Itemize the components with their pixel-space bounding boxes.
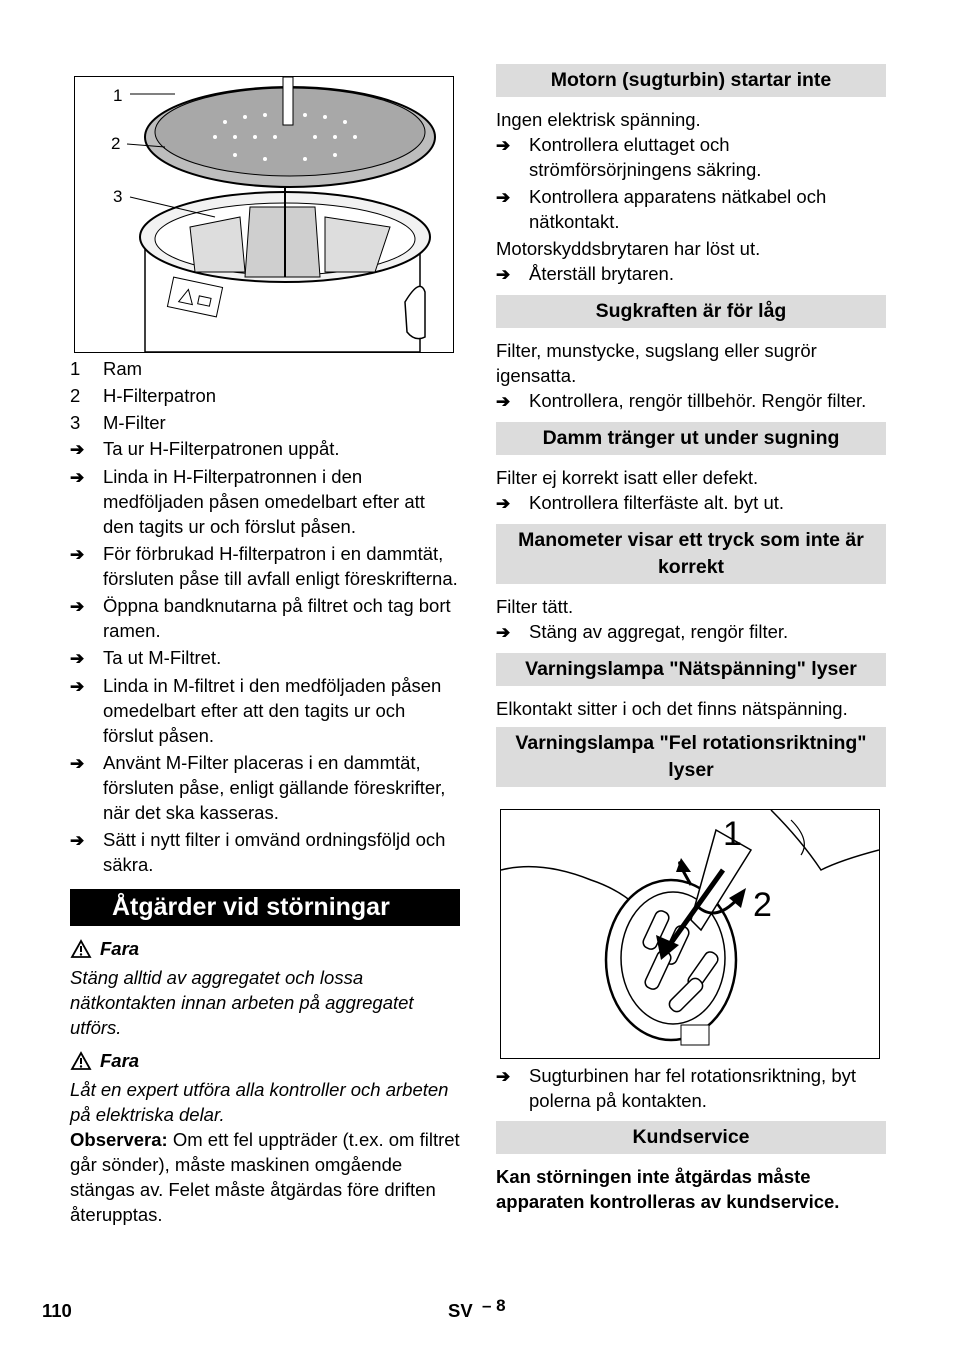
step-item: ➔ Använt M-Filter placeras i en dammtät, försluten påse, enligt gällande föreskrifter, när det ska kasseras. — [70, 752, 446, 823]
warning-heading: Fara — [70, 1048, 460, 1073]
cause-text: Elkontakt sitter i och det finns nätspänning. — [496, 698, 848, 719]
warning-triangle-icon — [70, 1051, 92, 1071]
footer-lang: SV — [448, 1300, 473, 1321]
cause-text: Motorskyddsbrytaren har löst ut. — [496, 238, 761, 259]
section-heading: Åtgärder vid störningar — [70, 889, 460, 926]
note-text: Om ett fel uppträder (t.ex. om filtret går sönder), måste maskinen omgående stängas av. Felet måste åtgärdas före driften återupptas. — [70, 1129, 460, 1225]
arrow-right-icon: ➔ — [496, 623, 511, 642]
plug-illustration — [501, 810, 879, 1058]
arrow-right-icon: ➔ — [496, 188, 511, 207]
step-list — [70, 436, 460, 877]
step-item: ➔ Ta ut M-Filtret. — [70, 645, 460, 671]
section-header: Damm tränger ut under sugning — [496, 422, 886, 455]
figure-label-1: 1 — [113, 86, 123, 105]
figure-label-1: 1 — [723, 815, 742, 853]
step-item: ➔ Kontrollera eluttaget och strömförsörjningens säkring. — [496, 134, 762, 180]
note-label: Observera: — [70, 1129, 168, 1150]
plug-figure — [500, 809, 880, 1059]
arrow-right-icon: ➔ — [70, 649, 85, 668]
step-item: ➔ Sätt i nytt filter i omvänd ordningsföljd och säkra. — [70, 829, 446, 875]
cause-text: Filter ej korrekt isatt eller defekt. — [496, 467, 759, 488]
section-header: Varningslampa "Fel rotationsriktning" lyser — [496, 727, 886, 787]
step-item: ➔ Linda in M-filtret i den medföljaden påsen omedelbart efter att den tagits ur och förslut påsen. — [70, 675, 442, 746]
warning-text: Låt en expert utföra alla kontroller och arbeten på elektriska delar. — [70, 1079, 449, 1125]
arrow-right-icon: ➔ — [70, 831, 85, 850]
section-header: Sugkraften är för låg — [496, 295, 886, 328]
cause-text: Filter tätt. — [496, 596, 574, 617]
filter-figure — [74, 76, 454, 353]
step-item: ➔ Öppna bandknutarna på filtret och tag bort ramen. — [70, 595, 451, 641]
note-paragraph — [70, 1127, 460, 1227]
warning-text: Stäng alltid av aggregatet och lossa nätkontakten innan arbeten på aggregatet utförs. — [70, 967, 414, 1038]
legend-item: 1 Ram — [70, 358, 143, 379]
section-header: Varningslampa "Nätspänning" lyser — [496, 653, 886, 686]
arrow-right-icon: ➔ — [70, 545, 85, 564]
arrow-right-icon: ➔ — [70, 468, 85, 487]
legend-item: 2 H-Filterpatron — [70, 385, 217, 406]
step-item: ➔ Kontrollera apparatens nätkabel och nätkontakt. — [496, 186, 827, 232]
step-item: ➔ För förbrukad H-filterpatron i en dammtät, försluten påse till avfall enligt föreskrifterna. — [70, 543, 458, 589]
step-item: ➔ Kontrollera filterfäste alt. byt ut. — [496, 490, 886, 516]
section-header: Manometer visar ett tryck som inte är korrekt — [496, 524, 886, 584]
step-item: ➔ Linda in H-Filterpatronnen i den medföljaden påsen omedelbart efter att den tagits ur och förslut påsen. — [70, 466, 425, 537]
cause-text: Ingen elektrisk spänning. — [496, 109, 701, 130]
step-item: ➔ Sugturbinen har fel rotationsriktning, byt polerna på kontakten. — [496, 1065, 857, 1111]
arrow-right-icon: ➔ — [70, 754, 85, 773]
figure-label-2: 2 — [753, 886, 772, 924]
warning-heading: Fara — [70, 936, 460, 961]
service-text: Kan störningen inte åtgärdas måste apparaten kontrolleras av kundservice. — [496, 1166, 840, 1212]
arrow-right-icon: ➔ — [70, 677, 85, 696]
footer-section-page: – 8 — [482, 1296, 506, 1315]
figure-label-3: 3 — [113, 187, 123, 206]
arrow-right-icon: ➔ — [496, 1067, 511, 1086]
figure-label-2: 2 — [111, 134, 121, 153]
legend-item: 3 M-Filter — [70, 412, 166, 433]
section-header: Kundservice — [496, 1121, 886, 1154]
right-column — [496, 64, 886, 1214]
arrow-right-icon: ➔ — [496, 265, 511, 284]
step-item: ➔ Kontrollera, rengör tillbehör. Rengör filter. — [496, 388, 886, 414]
step-item: ➔ Ta ur H-Filterpatronen uppåt. — [70, 436, 460, 462]
arrow-right-icon: ➔ — [496, 392, 511, 411]
arrow-right-icon: ➔ — [496, 136, 511, 155]
page-number: 110 — [42, 1300, 72, 1321]
step-item: ➔ Stäng av aggregat, rengör filter. — [496, 619, 886, 645]
filter-illustration — [75, 77, 453, 352]
left-column — [70, 76, 460, 1227]
section-header: Motorn (sugturbin) startar inte — [496, 64, 886, 97]
figure-legend — [70, 355, 460, 436]
arrow-right-icon: ➔ — [70, 597, 85, 616]
cause-text: Filter, munstycke, sugslang eller sugrör igensatta. — [496, 340, 817, 386]
step-item: ➔ Återställ brytaren. — [496, 261, 886, 287]
warning-triangle-icon — [70, 939, 92, 959]
arrow-right-icon: ➔ — [70, 440, 85, 459]
arrow-right-icon: ➔ — [496, 494, 511, 513]
